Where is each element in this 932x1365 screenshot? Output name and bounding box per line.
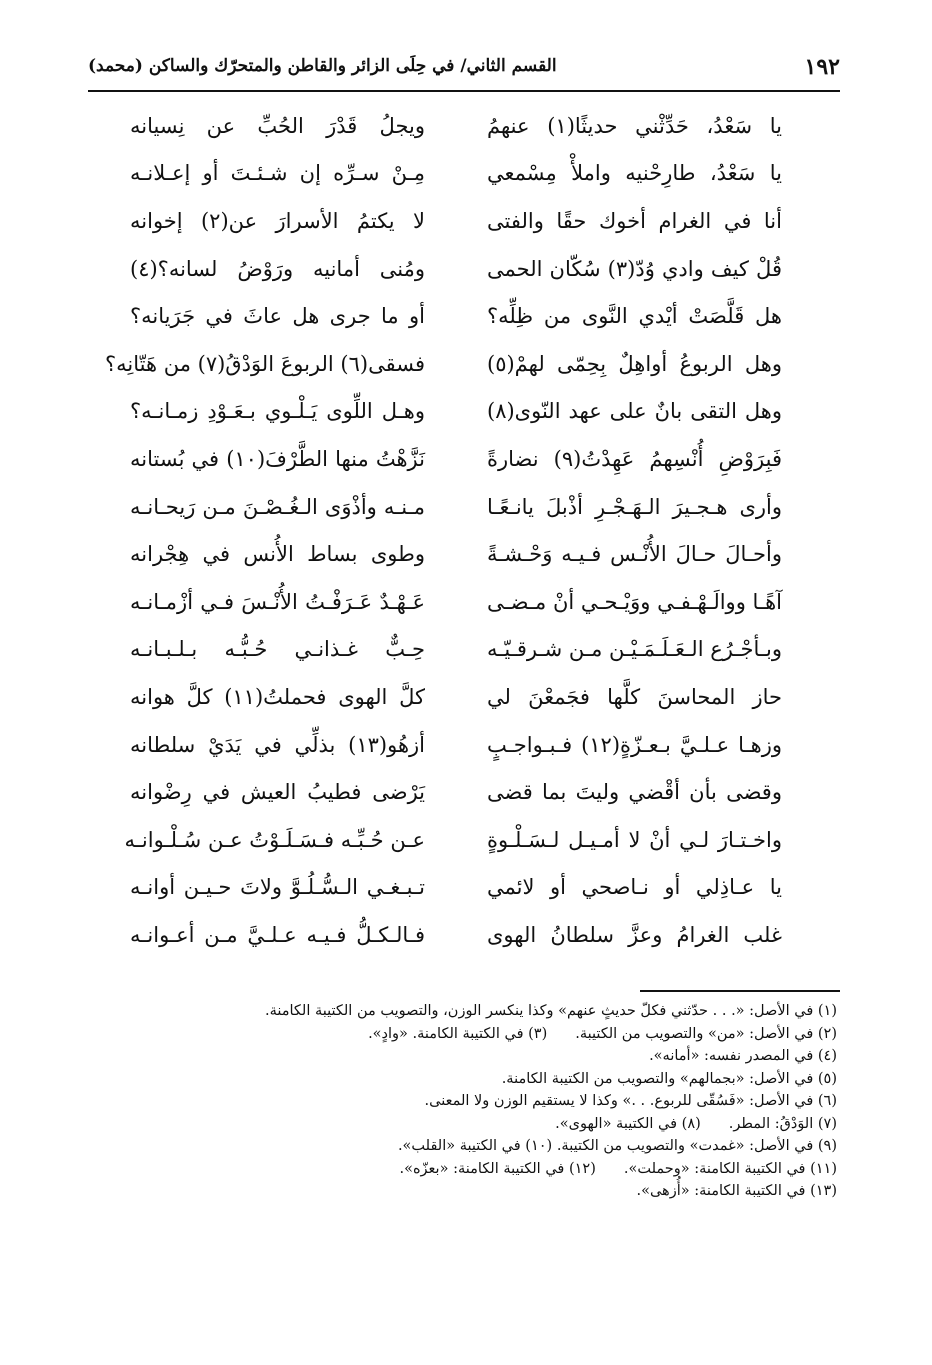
footnote-entry: (١٣) في الكتيبة الكامنة: «أُزهى». [636,1183,837,1199]
footnote-entry: (٨) في الكتيبة «الهوى». [555,1115,701,1132]
verse-second-hemistich: نَزَّهْتُ منها الطَّرْفَ(١٠) في بُستانه [130,446,425,471]
footnote-entry: (١١) في الكتيبة الكامنة: «وحملت». [623,1160,837,1177]
verse-first-hemistich: وهل الربوعُ أواهِلٌ بِحِمّى لهمْ(٥) [487,351,782,376]
verse-second-hemistich: أزهُو(١٣) بذلِّي في يَدَيْ سلطانه [130,732,425,757]
verse-second-hemistich: مِـنْ سـرِّه إن شـئـتَ أو إعـلانـه [130,161,425,186]
footnote-entry: (٣) في الكتيبة الكامنة. «وادٍ». [368,1025,548,1042]
verse-second-hemistich: وطوى بساط الأُنس في هِجْرانه [130,542,425,567]
verse-first-hemistich: يا عـاذِلي أو نـاصحي أو لائمي [487,875,782,900]
verse-second-hemistich: عـن حُـبِّـه فـسَـلَـوْتُ عـن سُـلْـوانـه [124,827,425,852]
verse-first-hemistich: هل قَلَّصَتْ أيْدي النَّوى من ظِلِّه؟ [487,304,782,329]
footnote-entry: (٤) في المصدر نفسه: «أمانه». [649,1048,837,1064]
footnote-entry: (٩) في الأصل: «غمدت» والتصويب من الكتيبة. (١٠) في الكتيبة «القلب». [397,1138,837,1154]
footnote-divider [640,990,840,992]
footnote-line [90,1090,837,1113]
verse-first-hemistich: غلب الغرامُ وعزَّ سلطانُ الهوى [487,922,782,947]
verse-line [130,102,782,150]
verse-second-hemistich: عَـهْـدٌ عَـرَفْـتُ الأُنْـسَ فـي أزْمـانـه [130,589,425,614]
footnote-entry: (٥) في الأصل: «بجمالهم» والتصويب من الكتيبة الكامنة. [501,1070,837,1087]
verse-line [130,245,782,293]
verse-first-hemistich: حاز المحاسنَ كلَّها فجَمعْنَ لي [487,684,782,709]
footnote-line [90,1068,837,1091]
verse-line [130,483,782,531]
verse-first-hemistich: فَبِرَوْضِ أُنْسِهمُ عَهِدْتُ(٩) نضارةً [487,446,783,471]
verse-line [130,530,782,578]
verse-first-hemistich: أنا في الغرام أخوك حقًا والفتى [487,208,782,233]
verse-second-hemistich: فسقى(٦) الربوعَ الوَدْقُ(٧) من هَتّانِه؟ [104,351,425,376]
poem [104,102,783,959]
verse-second-hemistich: حِـبٌّ غـذانـي حُـبُّـه بـلـبـانـه [130,637,425,662]
page-header [88,54,840,92]
verse-line [130,150,782,198]
verse-second-hemistich: أو ما جرى هل عاثَ في جَرَيانه؟ [130,304,425,329]
verse-line [130,864,782,912]
footnote-line [90,1158,837,1181]
verse-line [124,816,782,864]
footnote-line [90,1045,837,1068]
verse-line [130,768,782,816]
verse-line [130,197,782,245]
verse-first-hemistich: وزهـا عـلـيَّ بـعـزّةٍ(١٢) فـبـواجـبٍ [487,732,782,757]
verse-line [130,673,782,721]
verse-second-hemistich: وهـل اللِّوى يَـلْـوي بـعَـوْدِ زمـانـه؟ [130,399,425,424]
verse-line [130,626,782,674]
verse-first-hemistich: واخـتـارَ لـي أنْ لا أمـيـل لـسَـلْـوةٍ [487,827,782,852]
verse-line [130,435,782,483]
running-title: القسم الثاني/ في حِلَى الزائر والقاطن والمتحرّك والساكن (محمد) [88,56,557,76]
verse-first-hemistich: وقضى بأن أقْضي وليتَ بما قضى [487,780,782,805]
verse-second-hemistich: كلَّ الهوى فحملتُ(١١) كلَّ هوانه [130,684,426,709]
footnote-line [90,1000,837,1023]
footnote-line [90,1113,837,1136]
verse-line [130,721,782,769]
verse-line [104,340,782,388]
verse-first-hemistich: قُلْ كيف وادي وُدّ(٣) سُكّان الحمى [487,256,782,281]
footnote-line [90,1135,837,1158]
verse-first-hemistich: وأرى هـجـيرَ الـهَـجْـرِ أذْبلَ يانـعًـا [487,494,782,519]
verse-second-hemistich: فـالـكـلُّ فـيـه عـلـيَّ مـن أعـوانـه [130,922,425,947]
footnotes [90,1000,837,1203]
verse-first-hemistich: آهًـا ووالَـهْـفـي ووَيْـحـي أنْ مـضـى [487,589,782,614]
verse-first-hemistich: يا سَعْدُ، حَدِّثْني حديثًا(١) عنهمُ [487,113,782,138]
footnote-entry: (١) في الأصل: «. . . حدّثني فكلّ حديثٍ عنهم» وكذا ينكسر الوزن، والتصويب من الكتيبة الكامنة. [264,1003,837,1019]
verse-line [130,578,782,626]
page-number: ١٩٢ [804,54,840,80]
footnote-entry: (٢) في الأصل: «من» والتصويب من الكتيبة. [575,1025,837,1042]
verse-second-hemistich: مـنـه وأذْوَى الـغُـصْـنَ مـن رَيحـانـه [130,494,425,519]
verse-line [130,388,782,436]
verse-line [130,292,782,340]
verse-second-hemistich: تـبـغـي الـسُّـلُـوَّ ولاتَ حـيـن أوانـه [130,875,425,900]
verse-second-hemistich: لا يكتمُ الأسرارَ عن(٢) إخوانه [130,208,425,233]
footnote-line [90,1023,837,1046]
verse-first-hemistich: وأحـالَ حـالَ الأُنْـس فـيـه وَحْـشـةً [487,542,782,567]
verse-line [130,911,782,959]
footnote-entry: (٦) في الأصل: «فَسُقّى للربوع. . .» وكذا لا يستقيم الوزن ولا المعنى. [424,1093,837,1109]
verse-first-hemistich: وبـأجْـرُع الـعَـلَـمَـيْـن مـن شـرقـيّـه [486,637,782,662]
verse-first-hemistich: وهل التقى بانٌ على عهد النّوى(٨) [487,399,782,424]
verse-second-hemistich: ومُنى أمانيه ورَوْضُ لسانه؟(٤) [130,256,425,281]
footnote-entry: (٧) الوَدْقُ: المطر. [728,1115,837,1132]
footnote-line [90,1180,837,1203]
verse-second-hemistich: يَرْضى فطيبُ العيش في رِضْوانه [130,780,425,805]
footnote-entry: (١٢) في الكتيبة الكامنة: «بعزّه». [399,1160,596,1177]
verse-first-hemistich: يا سَعْدُ، طارِحْنيه واملأْ مِسْمعي [487,161,782,186]
verse-second-hemistich: ويجلُ قَدْرَ الحُبِّ عن نِسيانه [130,113,425,138]
